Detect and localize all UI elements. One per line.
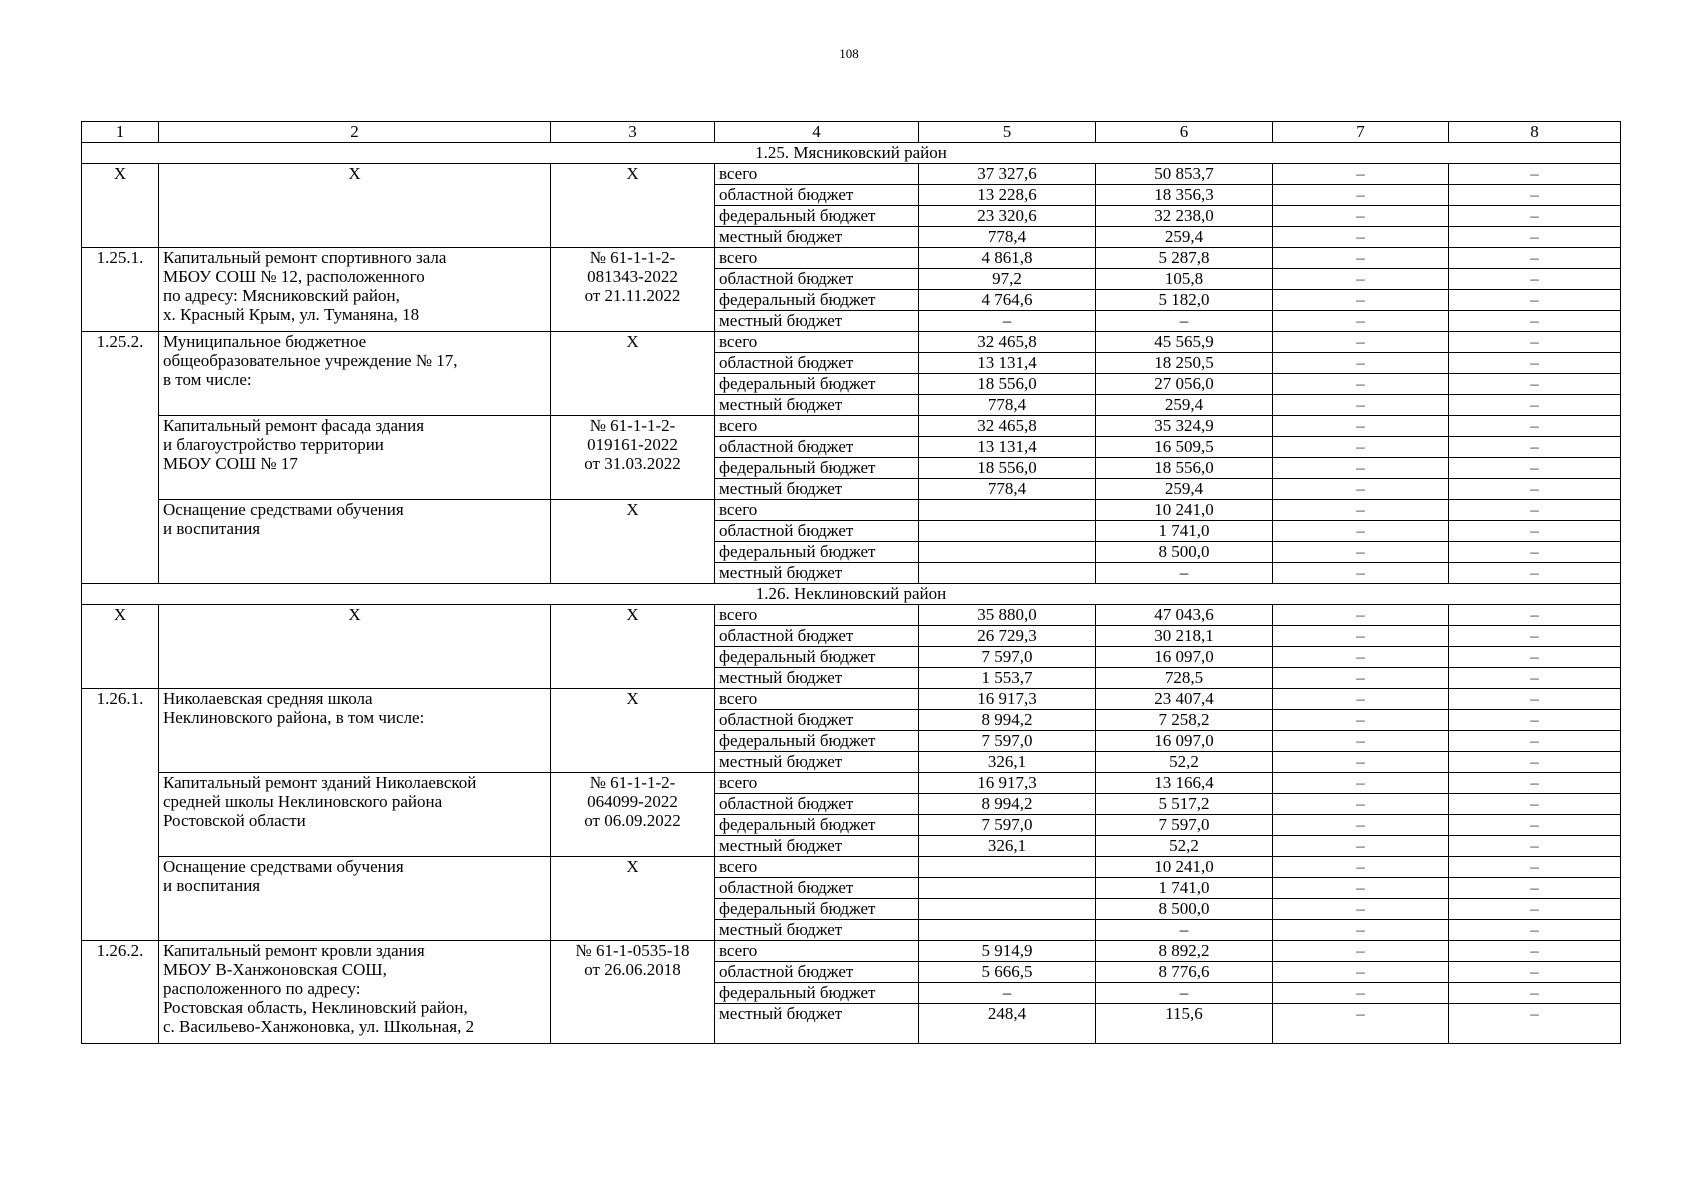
value-cell: – [1273, 920, 1449, 941]
value-cell: – [1449, 710, 1621, 731]
value-cell: – [1449, 794, 1621, 815]
budget-type-label: всего [715, 332, 919, 353]
object-name-line: Ростовская область, Неклиновский район, [163, 998, 468, 1017]
document-cell: X [551, 605, 715, 689]
object-name-line: Капитальный ремонт кровли здания [163, 941, 425, 960]
budget-type-label: местный бюджет [715, 311, 919, 332]
value-cell: 32 465,8 [919, 332, 1096, 353]
value-cell: – [1449, 626, 1621, 647]
value-cell: 778,4 [919, 227, 1096, 248]
value-cell: – [1449, 458, 1621, 479]
document-line: X [626, 500, 639, 519]
value-cell: – [1273, 332, 1449, 353]
value-cell: 728,5 [1096, 668, 1273, 689]
object-name-line: х. Красный Крым, ул. Туманяна, 18 [163, 305, 420, 324]
value-cell: 13 166,4 [1096, 773, 1273, 794]
object-name [159, 689, 551, 773]
value-cell: – [1449, 878, 1621, 899]
value-cell: 30 218,1 [1096, 626, 1273, 647]
object-name-line: Оснащение средствами обучения [163, 857, 404, 876]
value-cell: – [1449, 311, 1621, 332]
value-cell: – [1273, 395, 1449, 416]
value-cell: – [1273, 836, 1449, 857]
value-cell: – [1449, 752, 1621, 773]
document-line: X [626, 332, 639, 351]
value-cell [919, 563, 1096, 584]
value-cell: 32 465,8 [919, 416, 1096, 437]
value-cell: 5 517,2 [1096, 794, 1273, 815]
budget-type-label: областной бюджет [715, 710, 919, 731]
budget-type-label: областной бюджет [715, 962, 919, 983]
value-cell: – [1449, 836, 1621, 857]
table-row [82, 332, 1621, 353]
value-cell: 27 056,0 [1096, 374, 1273, 395]
value-cell: – [1273, 248, 1449, 269]
value-cell: 778,4 [919, 395, 1096, 416]
value-cell: – [1449, 920, 1621, 941]
column-number-row [82, 122, 1621, 143]
value-cell: 45 565,9 [1096, 332, 1273, 353]
value-cell: – [1449, 857, 1621, 878]
value-cell: 52,2 [1096, 836, 1273, 857]
row-number: 1.25.1. [82, 248, 159, 332]
value-cell: – [1273, 227, 1449, 248]
value-cell: 26 729,3 [919, 626, 1096, 647]
object-name [159, 332, 551, 416]
budget-type-label: областной бюджет [715, 185, 919, 206]
document-line: от 06.09.2022 [584, 811, 681, 830]
value-cell: 16 917,3 [919, 773, 1096, 794]
value-cell: – [1449, 941, 1621, 962]
value-cell: – [1273, 185, 1449, 206]
value-cell: 8 994,2 [919, 794, 1096, 815]
value-cell: 1 553,7 [919, 668, 1096, 689]
value-cell: 259,4 [1096, 395, 1273, 416]
table-row [82, 773, 1621, 794]
value-cell: – [1273, 815, 1449, 836]
row-number: X [82, 605, 159, 689]
value-cell: 7 597,0 [919, 647, 1096, 668]
budget-type-label: всего [715, 689, 919, 710]
value-cell: 7 597,0 [1096, 815, 1273, 836]
value-cell: 8 500,0 [1096, 542, 1273, 563]
value-cell: 35 880,0 [919, 605, 1096, 626]
value-cell: – [1273, 941, 1449, 962]
value-cell: – [1273, 500, 1449, 521]
table-row [82, 164, 1621, 185]
object-name: X [159, 164, 551, 248]
budget-type-label: местный бюджет [715, 1004, 919, 1044]
value-cell: – [1449, 815, 1621, 836]
budget-type-label: федеральный бюджет [715, 647, 919, 668]
value-cell: – [1449, 983, 1621, 1004]
value-cell: 7 597,0 [919, 815, 1096, 836]
object-name-line: МБОУ СОШ № 12, расположенного [163, 267, 425, 286]
document-cell [551, 248, 715, 332]
value-cell: 10 241,0 [1096, 500, 1273, 521]
value-cell: – [1449, 290, 1621, 311]
value-cell: 8 500,0 [1096, 899, 1273, 920]
budget-type-label: всего [715, 773, 919, 794]
document-line: № 61-1-0535-18 [575, 941, 690, 960]
value-cell: 8 892,2 [1096, 941, 1273, 962]
document-line: X [626, 689, 639, 708]
value-cell: – [1096, 311, 1273, 332]
value-cell [919, 878, 1096, 899]
document-line: от 21.11.2022 [584, 286, 681, 305]
value-cell: 1 741,0 [1096, 878, 1273, 899]
value-cell: – [1273, 983, 1449, 1004]
budget-type-label: областной бюджет [715, 521, 919, 542]
value-cell: – [1273, 164, 1449, 185]
value-cell: 47 043,6 [1096, 605, 1273, 626]
value-cell: – [1449, 332, 1621, 353]
value-cell: – [1273, 374, 1449, 395]
column-header: 5 [919, 122, 1096, 143]
value-cell [919, 542, 1096, 563]
column-header: 1 [82, 122, 159, 143]
value-cell: 13 131,4 [919, 437, 1096, 458]
document-line: № 61-1-1-2- [589, 773, 676, 792]
value-cell: – [1449, 164, 1621, 185]
value-cell: 778,4 [919, 479, 1096, 500]
value-cell: – [1273, 416, 1449, 437]
value-cell: – [919, 983, 1096, 1004]
table-row [82, 500, 1621, 521]
table-row [82, 248, 1621, 269]
value-cell: – [1273, 605, 1449, 626]
value-cell: 5 287,8 [1096, 248, 1273, 269]
value-cell: – [1273, 899, 1449, 920]
column-header: 4 [715, 122, 919, 143]
section-row [82, 143, 1621, 164]
value-cell: 5 666,5 [919, 962, 1096, 983]
value-cell: 52,2 [1096, 752, 1273, 773]
value-cell: 18 556,0 [919, 458, 1096, 479]
section-row [82, 584, 1621, 605]
value-cell [919, 521, 1096, 542]
object-name-line: Николаевская средняя школа [163, 689, 373, 708]
budget-type-label: федеральный бюджет [715, 374, 919, 395]
value-cell: – [1449, 269, 1621, 290]
value-cell: – [1449, 185, 1621, 206]
value-cell: 16 917,3 [919, 689, 1096, 710]
budget-type-label: областной бюджет [715, 794, 919, 815]
document-line: 064099-2022 [587, 792, 678, 811]
object-name: X [159, 605, 551, 689]
object-name-line: с. Васильево-Ханжоновка, ул. Школьная, 2 [163, 1017, 475, 1036]
budget-type-label: всего [715, 941, 919, 962]
value-cell [919, 899, 1096, 920]
budget-type-label: местный бюджет [715, 668, 919, 689]
value-cell: 18 356,3 [1096, 185, 1273, 206]
document-line: № 61-1-1-2- [589, 416, 676, 435]
budget-type-label: местный бюджет [715, 752, 919, 773]
value-cell: – [1449, 647, 1621, 668]
value-cell: 16 097,0 [1096, 647, 1273, 668]
table-row [82, 689, 1621, 710]
value-cell: – [1273, 773, 1449, 794]
value-cell: – [1096, 920, 1273, 941]
value-cell: 259,4 [1096, 479, 1273, 500]
object-name-line: и воспитания [163, 519, 261, 538]
budget-type-label: местный бюджет [715, 227, 919, 248]
object-name-line: и благоустройство территории [163, 435, 384, 454]
document-cell [551, 689, 715, 773]
value-cell: 7 597,0 [919, 731, 1096, 752]
value-cell: – [1096, 563, 1273, 584]
value-cell: – [1273, 962, 1449, 983]
row-number: 1.26.1. [82, 689, 159, 941]
value-cell: – [1273, 542, 1449, 563]
object-name [159, 857, 551, 941]
value-cell: – [1273, 437, 1449, 458]
value-cell: – [1449, 1004, 1621, 1044]
budget-type-label: областной бюджет [715, 353, 919, 374]
value-cell: 18 556,0 [1096, 458, 1273, 479]
value-cell: – [1273, 689, 1449, 710]
value-cell: 1 741,0 [1096, 521, 1273, 542]
budget-type-label: федеральный бюджет [715, 899, 919, 920]
value-cell: 248,4 [919, 1004, 1096, 1044]
value-cell: 16 097,0 [1096, 731, 1273, 752]
value-cell: – [1449, 395, 1621, 416]
budget-type-label: федеральный бюджет [715, 206, 919, 227]
value-cell: 10 241,0 [1096, 857, 1273, 878]
object-name [159, 416, 551, 500]
value-cell: 7 258,2 [1096, 710, 1273, 731]
budget-type-label: областной бюджет [715, 878, 919, 899]
budget-type-label: местный бюджет [715, 395, 919, 416]
object-name-line: МБОУ СОШ № 17 [163, 454, 298, 473]
value-cell: – [1449, 689, 1621, 710]
value-cell: – [1273, 794, 1449, 815]
budget-type-label: местный бюджет [715, 479, 919, 500]
value-cell: – [1449, 773, 1621, 794]
object-name-line: Ростовской области [163, 811, 306, 830]
value-cell: 5 182,0 [1096, 290, 1273, 311]
column-header: 8 [1449, 122, 1621, 143]
object-name-line: Неклиновского района, в том числе: [163, 708, 425, 727]
budget-type-label: федеральный бюджет [715, 731, 919, 752]
budget-type-label: областной бюджет [715, 626, 919, 647]
object-name [159, 941, 551, 1044]
object-name-line: Капитальный ремонт фасада здания [163, 416, 425, 435]
budget-type-label: местный бюджет [715, 563, 919, 584]
value-cell: 4 861,8 [919, 248, 1096, 269]
document-line: X [626, 857, 639, 876]
value-cell: 13 131,4 [919, 353, 1096, 374]
value-cell: – [1273, 269, 1449, 290]
value-cell: – [1096, 983, 1273, 1004]
table-row [82, 605, 1621, 626]
value-cell: – [1273, 857, 1449, 878]
value-cell: – [1449, 899, 1621, 920]
document-line: от 26.06.2018 [584, 960, 681, 979]
object-name-line: Муниципальное бюджетное [163, 332, 367, 351]
value-cell: 115,6 [1096, 1004, 1273, 1044]
value-cell [919, 920, 1096, 941]
value-cell: 18 556,0 [919, 374, 1096, 395]
object-name-line: по адресу: Мясниковский район, [163, 286, 400, 305]
value-cell: 8 776,6 [1096, 962, 1273, 983]
value-cell: 5 914,9 [919, 941, 1096, 962]
budget-type-label: областной бюджет [715, 437, 919, 458]
value-cell: – [1449, 248, 1621, 269]
value-cell: – [1449, 353, 1621, 374]
budget-type-label: всего [715, 164, 919, 185]
value-cell [919, 500, 1096, 521]
budget-type-label: федеральный бюджет [715, 542, 919, 563]
value-cell: – [1449, 563, 1621, 584]
budget-type-label: федеральный бюджет [715, 290, 919, 311]
table-row [82, 857, 1621, 878]
document-line: № 61-1-1-2- [589, 248, 676, 267]
value-cell: 35 324,9 [1096, 416, 1273, 437]
budget-type-label: местный бюджет [715, 920, 919, 941]
document-cell [551, 773, 715, 857]
object-name-line: средней школы Неклиновского района [163, 792, 443, 811]
value-cell: – [1449, 605, 1621, 626]
value-cell: – [1449, 521, 1621, 542]
value-cell: – [1273, 206, 1449, 227]
value-cell: – [1449, 731, 1621, 752]
value-cell: – [1273, 626, 1449, 647]
value-cell: – [1449, 416, 1621, 437]
document-cell [551, 416, 715, 500]
row-number: X [82, 164, 159, 248]
object-name-line: расположенного по адресу: [163, 979, 361, 998]
table-row [82, 416, 1621, 437]
object-name-line: в том числе: [163, 370, 252, 389]
value-cell: 105,8 [1096, 269, 1273, 290]
document-line: 081343-2022 [587, 267, 678, 286]
value-cell: – [1273, 311, 1449, 332]
value-cell: 13 228,6 [919, 185, 1096, 206]
value-cell: 4 764,6 [919, 290, 1096, 311]
section-title: 1.25. Мясниковский район [82, 143, 1621, 164]
budget-type-label: всего [715, 416, 919, 437]
object-name-line: Капитальный ремонт зданий Николаевской [163, 773, 477, 792]
value-cell: 37 327,6 [919, 164, 1096, 185]
value-cell: 97,2 [919, 269, 1096, 290]
object-name-line: и воспитания [163, 876, 261, 895]
object-name-line: Оснащение средствами обучения [163, 500, 404, 519]
value-cell: – [1273, 563, 1449, 584]
value-cell: 23 320,6 [919, 206, 1096, 227]
budget-type-label: всего [715, 605, 919, 626]
value-cell: – [1449, 962, 1621, 983]
value-cell: 18 250,5 [1096, 353, 1273, 374]
value-cell: – [1273, 1004, 1449, 1044]
value-cell: – [1449, 206, 1621, 227]
column-header: 7 [1273, 122, 1449, 143]
value-cell: – [1273, 878, 1449, 899]
value-cell: – [1449, 227, 1621, 248]
column-header: 3 [551, 122, 715, 143]
value-cell: – [1273, 353, 1449, 374]
value-cell: – [1449, 374, 1621, 395]
table-row [82, 941, 1621, 962]
value-cell: 32 238,0 [1096, 206, 1273, 227]
budget-table [81, 121, 1621, 1044]
document-cell [551, 500, 715, 584]
value-cell: – [1273, 668, 1449, 689]
value-cell: – [919, 311, 1096, 332]
budget-type-label: федеральный бюджет [715, 458, 919, 479]
document-line: от 31.03.2022 [584, 454, 681, 473]
value-cell: – [1273, 647, 1449, 668]
budget-type-label: федеральный бюджет [715, 983, 919, 1004]
document-cell [551, 857, 715, 941]
row-number: 1.26.2. [82, 941, 159, 1044]
value-cell: 50 853,7 [1096, 164, 1273, 185]
budget-type-label: всего [715, 248, 919, 269]
value-cell: – [1449, 542, 1621, 563]
document-line: 019161-2022 [587, 435, 678, 454]
value-cell: 326,1 [919, 752, 1096, 773]
budget-type-label: областной бюджет [715, 269, 919, 290]
document-cell [551, 941, 715, 1044]
value-cell: – [1449, 479, 1621, 500]
budget-type-label: местный бюджет [715, 836, 919, 857]
value-cell: – [1273, 752, 1449, 773]
page-number: 108 [839, 46, 859, 61]
object-name [159, 500, 551, 584]
object-name-line: МБОУ В-Ханжоновская СОШ, [163, 960, 387, 979]
object-name-line: общеобразовательное учреждение № 17, [163, 351, 458, 370]
value-cell [919, 857, 1096, 878]
value-cell: 326,1 [919, 836, 1096, 857]
value-cell: 23 407,4 [1096, 689, 1273, 710]
budget-type-label: федеральный бюджет [715, 815, 919, 836]
row-number: 1.25.2. [82, 332, 159, 584]
value-cell: – [1273, 458, 1449, 479]
document-cell [551, 332, 715, 416]
value-cell: – [1449, 437, 1621, 458]
value-cell: – [1449, 668, 1621, 689]
value-cell: 16 509,5 [1096, 437, 1273, 458]
column-header: 6 [1096, 122, 1273, 143]
document-cell: X [551, 164, 715, 248]
object-name [159, 773, 551, 857]
value-cell: – [1273, 290, 1449, 311]
object-name [159, 248, 551, 332]
column-header: 2 [159, 122, 551, 143]
budget-type-label: всего [715, 500, 919, 521]
value-cell: – [1273, 521, 1449, 542]
value-cell: 8 994,2 [919, 710, 1096, 731]
section-title: 1.26. Неклиновский район [82, 584, 1621, 605]
value-cell: – [1273, 731, 1449, 752]
value-cell: – [1273, 710, 1449, 731]
budget-type-label: всего [715, 857, 919, 878]
value-cell: 259,4 [1096, 227, 1273, 248]
value-cell: – [1273, 479, 1449, 500]
value-cell: – [1449, 500, 1621, 521]
object-name-line: Капитальный ремонт спортивного зала [163, 248, 447, 267]
